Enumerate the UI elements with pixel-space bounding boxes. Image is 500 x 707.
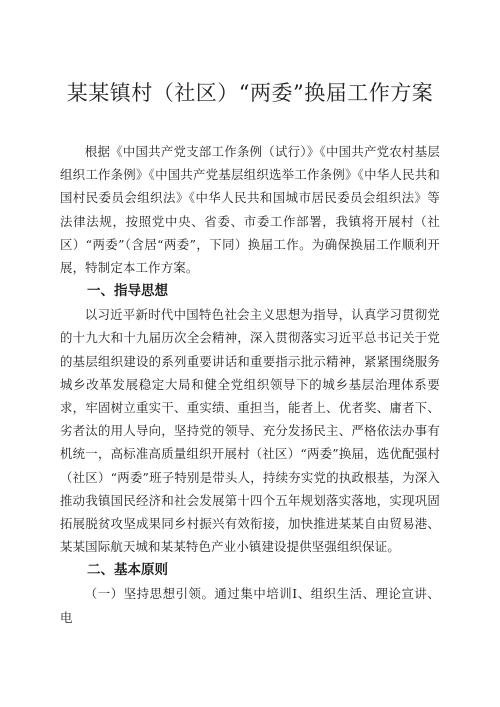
intro-paragraph: 根据《中国共产党支部工作条例（试行）》《中国共产党农村基层组织工作条例》《中国共产党基层组织选举工作条例》《中华人民共和国村民委员会组织法》《中华人民共和国城市居民委员会组织法》等法律法规，按照党中央、省委、市委工作部署，我镇将开展村（社区）“两委”（含居“两委”，下同）换届工作。为确保换届工作顺利开展，特制定本工作方案。: [60, 144, 440, 276]
section-body-basic-principles: （一）坚持思想引领。通过集中培训Ⅰ、组织生活、理论宣讲、电: [60, 586, 440, 625]
section-heading-basic-principles: 二、基本原则: [87, 562, 168, 579]
section-heading-guiding-ideology: 一、指导思想: [87, 283, 168, 300]
section-body-guiding-ideology: 以习近平新时代中国特色社会主义思想为指导，认真学习贯彻党的十九大和十九届历次全会精神，深入贯彻落实习近平总书记关于党的基层组织建设的系列重要讲话和重要指示批示精神，紧紧围绕服务城乡改革发展稳定大局和健全党组织领导下的城乡基层治理体系要求，牢固树立重实干、重实绩、重担当，能者上、优者奖、庸者下、劣者汰的用人导向，坚持党的领导、充分发扬民主、严格依法办事有机统一，高标准高质量组织开展村（社区）“两委”换届，选优配强村（社区）“两委”班子特别是带头人，持续夯实党的执政根基，为深入推动我镇国民经济和社会发展第十四个五年规划落实落地，实现巩固拓展脱贫攻坚成果同乡村振兴有效衔接，加快推进某某自由贸易港、某某国际航天城和某某特色产业小镇建设提供坚强组织保证。: [60, 307, 440, 555]
document-title: 某某镇村（社区）“两委”换届工作方案: [66, 81, 434, 105]
